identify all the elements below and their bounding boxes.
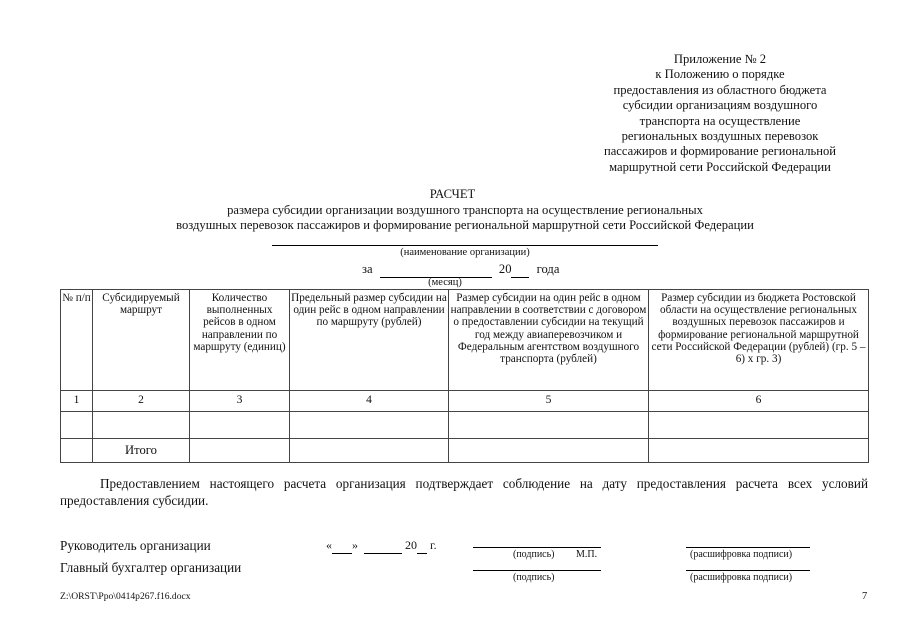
accountant-label: Главный бухгалтер организации [60,560,242,575]
appendix-line: к Положению о порядке [655,67,785,82]
column-number: 6 [649,391,869,412]
table-cell[interactable] [61,412,93,439]
appendix-line: Приложение № 2 [673,52,767,66]
table-row [61,412,869,439]
date-year-prefix: 20 [405,538,417,552]
accountant-signature-caption: (подпись) [513,572,555,583]
table-cell[interactable] [290,439,449,463]
period-suffix: года [536,262,560,276]
appendix-line: маршрутной сети Российской Федерации [609,159,831,174]
confirmation-text: Предоставлением настоящего расчета организация подтверждает соблюдение на дату предоставления расчета всех условий предоставления субсидии. [60,476,868,508]
table-cell[interactable] [93,412,190,439]
year-field[interactable] [511,262,529,278]
column-number: 2 [93,391,190,412]
date-open-quote: « [326,538,332,552]
subtitle-line: воздушных перевозок пассажиров и формирование региональной маршрутной сети Российской Федерации [176,217,754,232]
table-cell[interactable] [61,439,93,463]
month-caption: (месяц) [428,277,462,288]
appendix-header [560,52,880,175]
table-header-row [61,290,869,391]
table-cell[interactable] [290,412,449,439]
stamp-label: М.П. [576,549,598,560]
table-header-cell: Количество выполненных рейсов в одном направлении по маршруту (единиц) [190,290,290,391]
column-number: 5 [449,391,649,412]
column-number: 1 [61,391,93,412]
table-header-cell: Субсидируемый маршрут [93,290,190,391]
table-cell[interactable] [649,412,869,439]
signature-decode-line[interactable] [686,547,810,548]
signature-line[interactable] [473,547,601,548]
period-prefix: за [362,262,373,276]
table-header-cell: Предельный размер субсидии на один рейс в одном направлении по маршруту (рублей) [290,290,449,391]
day-field[interactable] [332,538,352,554]
table-cell[interactable] [190,412,290,439]
period-line [362,262,559,278]
date-month-field[interactable] [364,538,402,554]
table-header-cell: Размер субсидии из бюджета Ростовской области на осуществление региональных воздушных перевозок пассажиров и формирование региональной маршрутной сети Российской Федерации (рублей) (гр. 5 – 6) х гр. 3) [649,290,869,391]
table-cell[interactable] [190,439,290,463]
table-total-row [61,439,869,463]
accountant-signature-line[interactable] [473,570,601,571]
appendix-line: субсидии организациям воздушного [622,98,818,113]
subsidy-table [60,289,869,463]
table-cell[interactable] [649,439,869,463]
column-number: 3 [190,391,290,412]
signature-decode-caption: (расшифровка подписи) [690,549,793,560]
file-path: Z:\ORST\Ppo\0414p267.f16.docx [60,591,191,602]
date-field [326,538,437,554]
organization-caption: (наименование организации) [400,247,530,258]
appendix-line: транспорта на осуществление [639,113,801,128]
date-suffix: г. [430,538,437,552]
month-field[interactable] [380,262,492,278]
accountant-decode-line[interactable] [686,570,810,571]
column-number: 4 [290,391,449,412]
appendix-line: пассажиров и формирование региональной [603,144,837,159]
table-header-cell: Размер субсидии на один рейс в одном направлении в соответствии с договором о предоставлении субсидии на текущий год между авиаперевозчиком и Федеральным агентством воздушного транспорта (рублей) [449,290,649,391]
table-header-cell: № п/п [61,290,93,391]
organization-name-line[interactable] [272,245,658,246]
appendix-line: региональных воздушных перевозок [621,129,819,144]
document-title: РАСЧЕТ [429,187,476,201]
date-year-field[interactable] [417,538,427,554]
page-number: 7 [862,591,868,602]
document-subtitle [60,203,870,232]
subtitle-line: размера субсидии организации воздушного транспорта на осуществление региональных [227,203,703,217]
total-label: Итого [93,439,190,463]
table-cell[interactable] [449,439,649,463]
date-close-quote: » [352,538,358,552]
signature-caption: (подпись) [513,549,555,560]
appendix-line: предоставления из областного бюджета [613,82,827,97]
year-prefix: 20 [498,262,512,276]
table-number-row [61,391,869,412]
accountant-decode-caption: (расшифровка подписи) [690,572,793,583]
head-label: Руководитель организации [60,538,211,553]
table-cell[interactable] [449,412,649,439]
